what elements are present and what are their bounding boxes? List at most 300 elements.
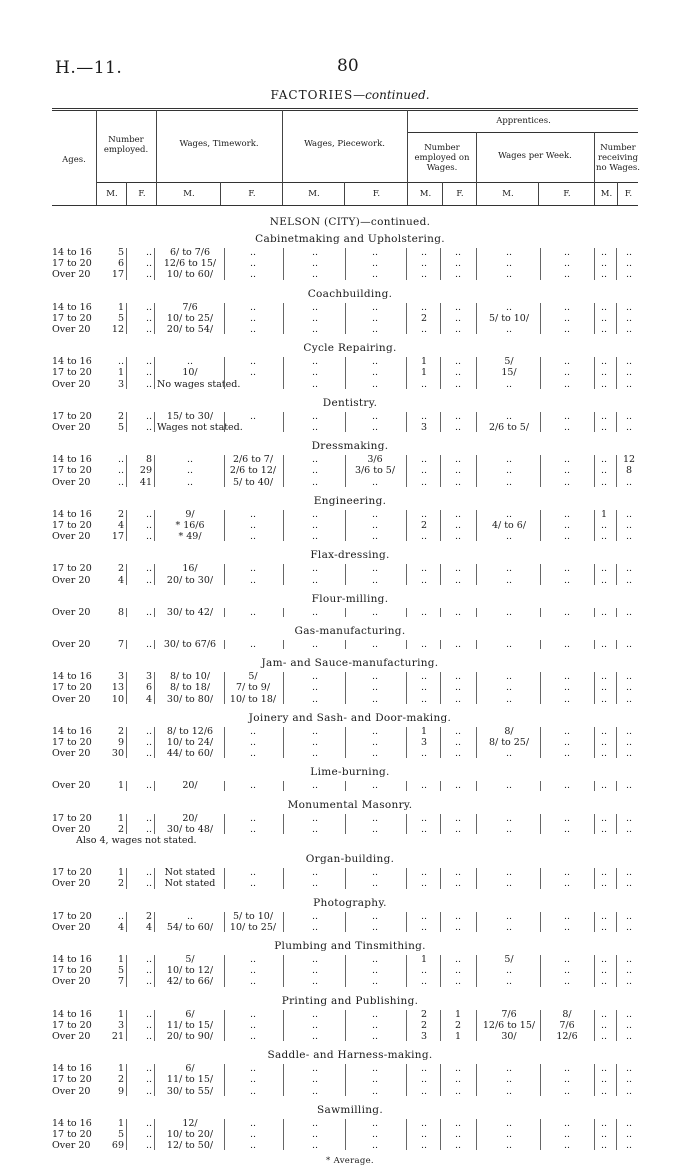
column-rule xyxy=(616,1010,617,1042)
cell-apprentice-f: .. xyxy=(454,780,462,792)
table-row xyxy=(0,1118,700,1129)
column-rule xyxy=(476,303,477,335)
cell-weekly-m: .. xyxy=(505,378,513,390)
column-rule xyxy=(154,781,155,790)
cell-age: 17 to 20 xyxy=(52,737,92,748)
table-row xyxy=(0,965,700,976)
table-row xyxy=(0,1009,700,1020)
cell-apprentice-m: 2 xyxy=(420,312,428,324)
cell-employed-m: 5 xyxy=(117,312,124,324)
column-rule xyxy=(406,1119,407,1151)
cell-apprentice-m: .. xyxy=(420,867,428,879)
column-rule xyxy=(345,912,346,932)
cell-apprentice-f: .. xyxy=(454,867,462,879)
column-rule xyxy=(224,781,225,790)
cell-weekly-m: .. xyxy=(505,910,513,922)
cell-apprentice-f: .. xyxy=(454,508,462,520)
cell-employed-m: 13 xyxy=(111,682,124,694)
cell-piecework-f: .. xyxy=(371,1008,379,1020)
cell-employed-f: .. xyxy=(145,574,152,586)
cell-no-wages-m: .. xyxy=(600,269,608,281)
cell-employed-m: 6 xyxy=(117,258,124,270)
cell-employed-m: 1 xyxy=(117,1063,124,1075)
cell-no-wages-m: .. xyxy=(600,454,608,466)
cell-employed-m: 2 xyxy=(117,563,124,575)
cell-timework-f: .. xyxy=(249,324,257,335)
cell-timework-m: 8/ to 18/ xyxy=(169,682,211,694)
column-rule xyxy=(440,640,441,649)
cell-no-wages-f: .. xyxy=(625,1063,633,1075)
cell-timework-m: 10/ to 20/ xyxy=(166,1129,214,1140)
cell-no-wages-f: .. xyxy=(625,1074,633,1086)
cell-employed-m: 2 xyxy=(117,410,124,422)
cell-weekly-m: .. xyxy=(505,606,513,618)
cell-weekly-m: .. xyxy=(505,1129,513,1140)
cell-age: 17 to 20 xyxy=(52,867,92,879)
section-heading: Joinery and Sash- and Door-making. xyxy=(248,711,452,724)
cell-piecework-m: .. xyxy=(311,258,319,270)
cell-employed-f: .. xyxy=(145,312,152,324)
cell-timework-f: .. xyxy=(249,356,257,368)
cell-piecework-m: .. xyxy=(311,1019,319,1031)
column-rule xyxy=(540,672,541,704)
cell-weekly-f: .. xyxy=(563,269,571,281)
cell-timework-f: .. xyxy=(249,410,257,422)
column-rule xyxy=(345,303,346,335)
cell-age: 14 to 16 xyxy=(52,1063,92,1075)
column-rule xyxy=(594,1064,595,1096)
cell-timework-m: 12/6 to 15/ xyxy=(163,258,217,270)
cell-piecework-m: .. xyxy=(311,410,319,422)
table-row xyxy=(0,639,700,650)
cell-no-wages-f: .. xyxy=(625,1085,633,1097)
cell-piecework-f: .. xyxy=(371,476,379,488)
cell-no-wages-f: 8 xyxy=(625,465,633,477)
cell-piecework-m: .. xyxy=(311,910,319,922)
cell-piecework-m: .. xyxy=(311,476,319,488)
column-rule xyxy=(154,1119,155,1151)
cell-age: Over 20 xyxy=(52,422,91,433)
cell-employed-m: 1 xyxy=(117,954,124,965)
cell-piecework-m: .. xyxy=(311,422,319,433)
column-rule xyxy=(283,955,284,987)
cell-age: 17 to 20 xyxy=(52,410,92,422)
cell-weekly-f: 7/6 xyxy=(559,1019,575,1031)
column-rule xyxy=(283,564,284,584)
section-heading: Monumental Masonry. xyxy=(287,798,413,811)
cell-weekly-m: 30/ xyxy=(501,1031,517,1042)
column-rule xyxy=(594,1010,595,1042)
cell-weekly-f: .. xyxy=(563,976,571,988)
cell-no-wages-f: .. xyxy=(625,378,633,390)
cell-timework-m: 20/ to 30/ xyxy=(166,574,214,586)
cell-weekly-f: .. xyxy=(563,965,571,977)
cell-timework-f: 2/6 to 12/ xyxy=(229,465,277,477)
cell-no-wages-m: .. xyxy=(600,823,608,835)
cell-no-wages-m: .. xyxy=(600,921,608,933)
cell-no-wages-m: .. xyxy=(600,693,608,705)
cell-timework-m: 54/ to 60/ xyxy=(166,921,214,933)
column-rule xyxy=(440,868,441,888)
cell-weekly-m: .. xyxy=(505,878,513,890)
section-heading: Plumbing and Tinsmithing. xyxy=(274,940,426,952)
column-rule xyxy=(540,781,541,790)
cell-employed-f: .. xyxy=(145,269,152,281)
cell-apprentice-m: .. xyxy=(420,671,428,683)
cell-employed-f: .. xyxy=(145,1140,152,1152)
cell-piecework-f: 3/6 xyxy=(367,454,383,466)
cell-piecework-f: .. xyxy=(371,1031,379,1042)
cell-timework-m: 16/ xyxy=(182,563,198,575)
cell-no-wages-m: .. xyxy=(600,1129,608,1140)
cell-timework-f: .. xyxy=(249,520,257,531)
sub-f: F. xyxy=(456,189,464,199)
cell-weekly-m: .. xyxy=(505,563,513,575)
cell-employed-f: .. xyxy=(145,1063,152,1075)
column-rule xyxy=(406,1010,407,1042)
cell-no-wages-f: .. xyxy=(625,639,633,650)
section-heading: Saddle- and Harness-making. xyxy=(267,1049,433,1062)
sub-m: M. xyxy=(183,189,195,199)
cell-age: 17 to 20 xyxy=(52,910,92,922)
cell-apprentice-f: .. xyxy=(454,574,462,586)
cell-age: 14 to 16 xyxy=(52,247,92,258)
cell-weekly-m: .. xyxy=(505,965,513,977)
column-rule xyxy=(440,455,441,487)
cell-age: Over 20 xyxy=(52,1085,91,1097)
cell-piecework-f: .. xyxy=(371,910,379,922)
cell-no-wages-m: .. xyxy=(600,1074,608,1086)
cell-weekly-f: .. xyxy=(563,422,571,433)
column-rule xyxy=(616,868,617,888)
cell-employed-m: .. xyxy=(117,476,124,488)
cell-weekly-m: 7/6 xyxy=(501,1008,517,1020)
cell-age: 17 to 20 xyxy=(52,812,92,824)
cell-apprentice-m: .. xyxy=(420,823,428,835)
cell-timework-m: .. xyxy=(186,356,194,368)
cell-timework-f: .. xyxy=(249,1019,257,1031)
column-rule xyxy=(406,672,407,704)
cell-weekly-f: .. xyxy=(563,812,571,824)
table-row xyxy=(0,694,700,705)
table-row xyxy=(0,813,700,824)
cell-employed-f: .. xyxy=(145,878,152,890)
cell-timework-m: 20/ to 90/ xyxy=(166,1031,214,1042)
column-rule xyxy=(440,564,441,584)
column-rule xyxy=(616,640,617,649)
cell-weekly-f: .. xyxy=(563,247,571,258)
cell-timework-f: .. xyxy=(249,965,257,977)
cell-no-wages-f: .. xyxy=(625,921,633,933)
cell-weekly-f: .. xyxy=(563,410,571,422)
column-rule xyxy=(594,608,595,617)
section-heading: Cabinetmaking and Upholstering. xyxy=(255,233,445,245)
cell-weekly-f: .. xyxy=(563,563,571,575)
cell-weekly-m: .. xyxy=(505,748,513,760)
cell-no-wages-f: .. xyxy=(625,748,633,760)
cell-employed-m: .. xyxy=(117,910,124,922)
column-rule xyxy=(406,303,407,335)
cell-age: Over 20 xyxy=(52,476,91,488)
column-rule xyxy=(154,248,155,280)
cell-timework-m: 20/ to 54/ xyxy=(166,324,214,335)
cell-age: Over 20 xyxy=(52,748,91,760)
column-rule xyxy=(126,781,127,790)
cell-apprentice-f: .. xyxy=(454,324,462,335)
column-rule xyxy=(224,357,225,389)
cell-weekly-f: .. xyxy=(563,258,571,270)
cell-no-wages-m: .. xyxy=(600,878,608,890)
cell-apprentice-f: .. xyxy=(454,367,462,379)
column-rule xyxy=(616,248,617,280)
table-row xyxy=(0,520,700,531)
cell-weekly-f: .. xyxy=(563,780,571,792)
cell-age: Over 20 xyxy=(52,780,91,792)
cell-no-wages-f: .. xyxy=(625,476,633,488)
section-note: Also 4, wages not stated. xyxy=(76,835,197,846)
cell-piecework-f: .. xyxy=(371,520,379,531)
cell-piecework-f: .. xyxy=(371,1074,379,1086)
cell-piecework-f: .. xyxy=(371,1140,379,1152)
section-heading: Coachbuilding. xyxy=(307,287,393,300)
cell-timework-m: 44/ to 60/ xyxy=(166,748,214,760)
column-rule xyxy=(440,1119,441,1151)
column-rule xyxy=(224,814,225,834)
cell-piecework-m: .. xyxy=(311,1085,319,1097)
cell-employed-f: .. xyxy=(145,748,152,760)
cell-no-wages-m: .. xyxy=(600,606,608,618)
cell-age: Over 20 xyxy=(52,921,91,933)
sub-f: F. xyxy=(563,189,571,199)
cell-employed-f: .. xyxy=(145,422,152,433)
cell-timework-m: 20/ xyxy=(182,780,198,792)
cell-age: 14 to 16 xyxy=(52,1117,92,1129)
cell-timework-m: 30/ to 42/ xyxy=(166,606,214,618)
column-rule xyxy=(345,1064,346,1096)
cell-age: 17 to 20 xyxy=(52,1019,92,1031)
cell-timework-m: 15/ to 30/ xyxy=(166,410,214,422)
cell-timework-f: 2/6 to 7/ xyxy=(232,454,274,466)
cell-employed-f: 8 xyxy=(145,454,152,466)
cell-employed-f: .. xyxy=(145,563,152,575)
column-rule xyxy=(345,727,346,759)
cell-weekly-f: .. xyxy=(563,748,571,760)
cell-no-wages-f: .. xyxy=(625,531,633,543)
section-heading: Cycle Repairing. xyxy=(303,342,397,355)
column-rule xyxy=(540,357,541,389)
footnote: * Average. xyxy=(326,1156,374,1167)
column-rule xyxy=(616,608,617,617)
column-rule xyxy=(154,455,155,487)
cell-timework-f: .. xyxy=(249,508,257,520)
cell-timework-f: 7/ to 9/ xyxy=(235,682,271,694)
table-row xyxy=(0,454,700,465)
cell-age: Over 20 xyxy=(52,606,91,618)
column-rule xyxy=(594,248,595,280)
cell-employed-f: .. xyxy=(145,1008,152,1020)
column-rule xyxy=(283,1064,284,1096)
cell-apprentice-m: .. xyxy=(420,301,428,313)
cell-employed-m: 1 xyxy=(117,867,124,879)
cell-timework-f: .. xyxy=(249,312,257,324)
cell-piecework-m: .. xyxy=(311,367,319,379)
cell-weekly-m: .. xyxy=(505,1063,513,1075)
cell-timework-f: .. xyxy=(249,737,257,748)
column-rule xyxy=(616,1064,617,1096)
column-rule xyxy=(540,1010,541,1042)
cell-timework-f: .. xyxy=(249,301,257,313)
cell-apprentice-f: 2 xyxy=(454,1019,462,1031)
cell-age: 14 to 16 xyxy=(52,356,92,368)
cell-piecework-f: .. xyxy=(371,921,379,933)
cell-timework-f: 5/ xyxy=(248,671,258,683)
cell-no-wages-m: .. xyxy=(600,367,608,379)
column-rule xyxy=(594,814,595,834)
column-rule xyxy=(154,672,155,704)
column-rule xyxy=(594,412,595,432)
cell-piecework-m: .. xyxy=(311,574,319,586)
cell-weekly-m: .. xyxy=(505,476,513,488)
cell-weekly-m: 8/ to 25/ xyxy=(488,737,530,748)
column-rule xyxy=(154,955,155,987)
cell-piecework-f: 3/6 to 5/ xyxy=(354,465,396,477)
column-rule xyxy=(406,781,407,790)
cell-apprentice-f: .. xyxy=(454,823,462,835)
cell-apprentice-m: .. xyxy=(420,531,428,543)
cell-apprentice-f: .. xyxy=(454,356,462,368)
cell-apprentice-f: .. xyxy=(454,606,462,618)
cell-weekly-f: .. xyxy=(563,823,571,835)
column-rule xyxy=(594,357,595,389)
cell-employed-m: 4 xyxy=(117,520,124,531)
cell-apprentice-m: .. xyxy=(420,693,428,705)
cell-piecework-m: .. xyxy=(311,976,319,988)
column-rule xyxy=(406,1064,407,1096)
cell-timework-m: 6/ to 7/6 xyxy=(169,247,211,258)
column-rule xyxy=(283,814,284,834)
cell-weekly-m: .. xyxy=(505,269,513,281)
cell-employed-m: 1 xyxy=(117,1117,124,1129)
cell-weekly-f: .. xyxy=(563,378,571,390)
cell-apprentice-m: 2 xyxy=(420,1008,428,1020)
cell-piecework-m: .. xyxy=(311,1129,319,1140)
column-rule xyxy=(406,455,407,487)
table-row xyxy=(0,465,700,476)
cell-timework-f: .. xyxy=(249,1063,257,1075)
cell-piecework-m: .. xyxy=(311,312,319,324)
cell-apprentice-m: .. xyxy=(420,465,428,477)
cell-no-wages-f: .. xyxy=(625,269,633,281)
cell-no-wages-m: .. xyxy=(600,531,608,543)
cell-piecework-f: .. xyxy=(371,639,379,650)
column-rule xyxy=(594,868,595,888)
cell-employed-f: 3 xyxy=(145,671,152,683)
cell-piecework-f: .. xyxy=(371,247,379,258)
cell-piecework-m: .. xyxy=(311,563,319,575)
cell-apprentice-f: .. xyxy=(454,247,462,258)
cell-piecework-m: .. xyxy=(311,1031,319,1042)
cell-timework-f: 5/ to 40/ xyxy=(232,476,274,488)
table-row xyxy=(0,1140,700,1151)
cell-piecework-m: .. xyxy=(311,954,319,965)
cell-employed-m: 3 xyxy=(117,671,124,683)
cell-timework-f: .. xyxy=(249,867,257,879)
cell-apprentice-f: .. xyxy=(454,682,462,694)
cell-weekly-f: .. xyxy=(563,508,571,520)
cell-apprentice-m: .. xyxy=(420,878,428,890)
column-rule xyxy=(126,455,127,487)
col-wages-piecework: Wages, Piecework. xyxy=(304,139,385,149)
cell-piecework-m: .. xyxy=(311,1117,319,1129)
column-rule xyxy=(345,868,346,888)
cell-no-wages-m: .. xyxy=(600,476,608,488)
column-rule xyxy=(406,868,407,888)
cell-age: 17 to 20 xyxy=(52,312,92,324)
cell-timework-m: 8/ to 12/6 xyxy=(166,725,214,737)
column-rule xyxy=(345,357,346,389)
column-rule xyxy=(224,455,225,487)
column-rule xyxy=(406,248,407,280)
column-rule xyxy=(224,640,225,649)
cell-employed-m: 30 xyxy=(111,748,124,760)
cell-no-wages-m: .. xyxy=(600,312,608,324)
column-rule xyxy=(224,1064,225,1096)
cell-employed-f: .. xyxy=(145,531,152,543)
cell-weekly-m: .. xyxy=(505,1085,513,1097)
cell-no-wages-f: .. xyxy=(625,823,633,835)
cell-piecework-f: .. xyxy=(371,574,379,586)
cell-no-wages-f: .. xyxy=(625,693,633,705)
cell-employed-m: 2 xyxy=(117,1074,124,1086)
cell-timework-f: .. xyxy=(249,563,257,575)
col-apprentices: Apprentices. xyxy=(496,116,551,126)
cell-no-wages-f: .. xyxy=(625,1019,633,1031)
column-rule xyxy=(345,1119,346,1151)
cell-weekly-m: .. xyxy=(505,693,513,705)
column-rule xyxy=(126,672,127,704)
cell-timework-m: 30/ to 55/ xyxy=(166,1085,214,1097)
cell-timework-m: 12/ to 50/ xyxy=(166,1140,214,1152)
cell-employed-f: 4 xyxy=(145,693,152,705)
cell-apprentice-m: .. xyxy=(420,748,428,760)
column-rule xyxy=(345,955,346,987)
cell-timework-f: .. xyxy=(249,878,257,890)
column-rule xyxy=(476,727,477,759)
column-rule xyxy=(345,510,346,542)
table-row xyxy=(0,867,700,878)
cell-no-wages-m: .. xyxy=(600,639,608,650)
cell-age: 17 to 20 xyxy=(52,682,92,694)
cell-age: Over 20 xyxy=(52,878,91,890)
cell-apprentice-f: .. xyxy=(454,910,462,922)
table-row xyxy=(0,671,700,682)
cell-weekly-f: .. xyxy=(563,682,571,694)
cell-weekly-f: .. xyxy=(563,356,571,368)
cell-piecework-m: .. xyxy=(311,780,319,792)
cell-weekly-f: .. xyxy=(563,1085,571,1097)
cell-apprentice-m: .. xyxy=(420,812,428,824)
cell-employed-m: 4 xyxy=(117,574,124,586)
cell-timework-m: 10/ to 12/ xyxy=(166,965,214,977)
cell-weekly-f: .. xyxy=(563,639,571,650)
cell-piecework-m: .. xyxy=(311,921,319,933)
column-rule xyxy=(616,510,617,542)
cell-no-wages-m: .. xyxy=(600,422,608,433)
title-continued: —continued. xyxy=(353,88,430,102)
column-rule xyxy=(283,672,284,704)
column-rule xyxy=(616,955,617,987)
cell-timework-m: 6/ xyxy=(185,1063,195,1075)
